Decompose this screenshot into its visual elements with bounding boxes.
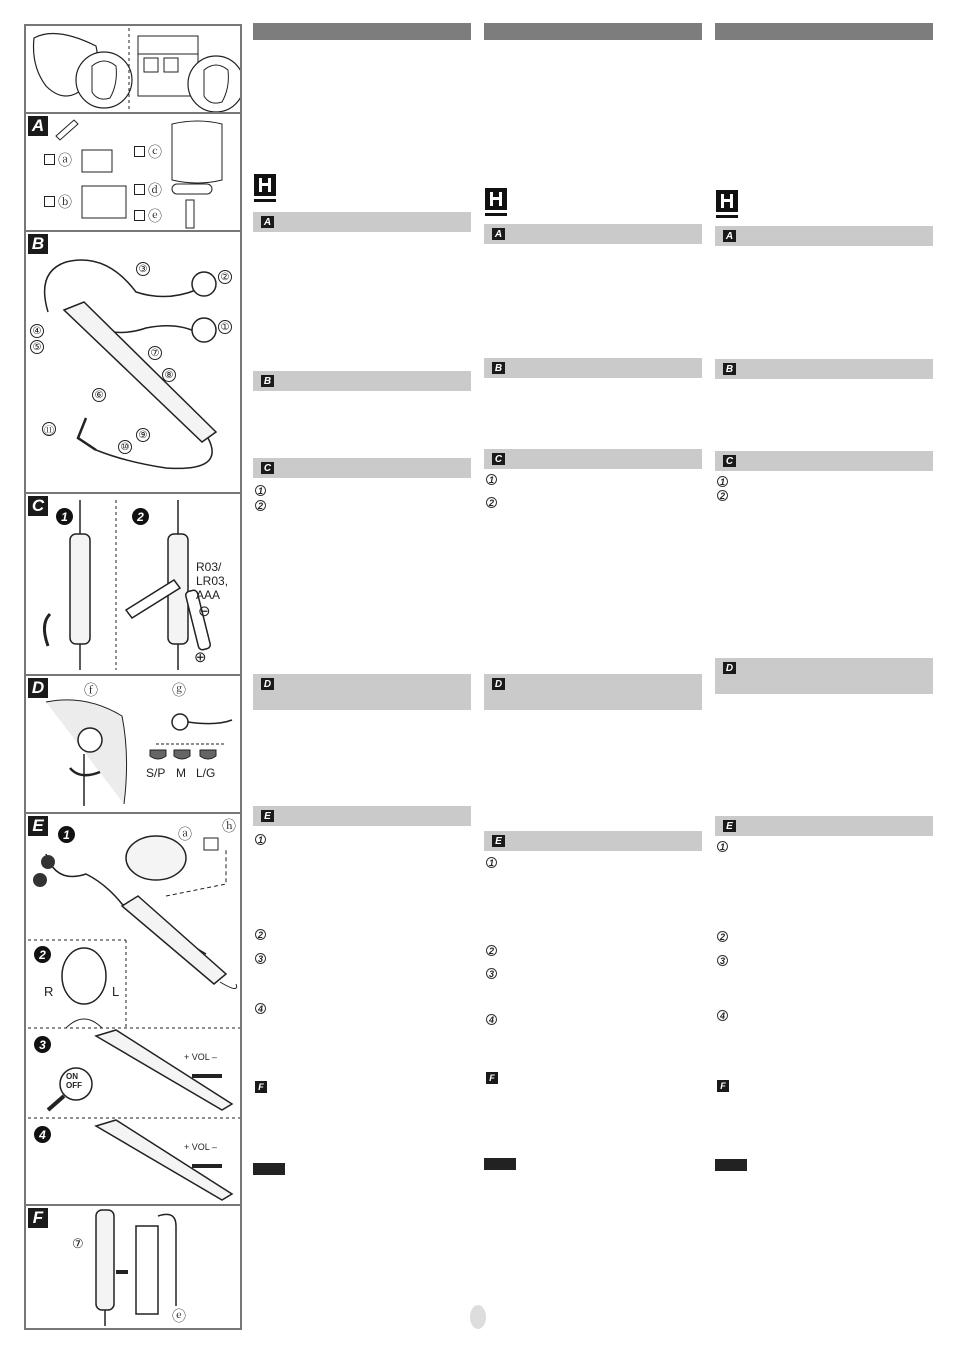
- section-tag-b: B: [261, 375, 274, 387]
- clip-attachment-diagram: [26, 1206, 242, 1328]
- accessory-mark-a: ⓐ: [58, 152, 72, 168]
- figure-panel-d: [24, 676, 242, 814]
- step-marker-2: 2: [255, 500, 266, 511]
- e-step-1-badge: 1: [58, 826, 75, 843]
- section-bar-c: [253, 458, 471, 478]
- plug-adapter-drawing: [82, 150, 112, 172]
- accessory-mark-c: ⓒ: [148, 144, 162, 160]
- checkbox-b: [44, 196, 55, 207]
- column-header-bar: [715, 23, 933, 40]
- section-bar-a: [484, 224, 702, 244]
- language-column-1: [253, 23, 471, 1323]
- section-bar-b: [484, 358, 702, 378]
- figure-panel-f: [24, 1206, 242, 1330]
- callout-2: ②: [218, 270, 232, 284]
- callout-9: ⑨: [136, 428, 150, 442]
- figure-panel-b: [24, 232, 242, 494]
- step-marker-1: 1: [486, 857, 497, 868]
- e-step-2-badge: 2: [34, 946, 51, 963]
- clip-drawing: [186, 200, 194, 228]
- section-tag-d: D: [723, 662, 736, 674]
- step-marker-1: 1: [486, 474, 497, 485]
- vol-label-4: + VOL –: [184, 1142, 217, 1152]
- step-marker-2: 2: [486, 945, 497, 956]
- section-bar-e: [253, 806, 471, 826]
- figure-panel-e: [24, 814, 242, 1206]
- column-header-bar: [484, 23, 702, 40]
- step-marker-2: 2: [255, 929, 266, 940]
- section-bar-a: [253, 212, 471, 232]
- step-marker-1: 1: [255, 834, 266, 845]
- language-column-3: [715, 23, 933, 1323]
- section-tag-e: E: [492, 835, 505, 847]
- figure-panel-c: [24, 494, 242, 676]
- step-marker-2: 2: [717, 931, 728, 942]
- right-label: R: [44, 984, 54, 999]
- anr-logo-icon: [484, 187, 510, 219]
- anr-logo-icon: [253, 173, 279, 205]
- battery-drawing: [172, 184, 212, 194]
- section-bar-e: [715, 816, 933, 836]
- on-off-label: ON OFF: [66, 1072, 82, 1090]
- step-marker-4: 4: [717, 1010, 728, 1021]
- e-step-4-badge: 4: [34, 1126, 51, 1143]
- step-marker-3: 3: [255, 953, 266, 964]
- pouch-drawing: [172, 121, 222, 183]
- battery-type-label: R03/ LR03, AAA: [196, 560, 229, 602]
- callout-6: ⑥: [92, 388, 106, 402]
- section-bar-c: [715, 451, 933, 471]
- section-bar-b: [253, 371, 471, 391]
- column-header-bar: [253, 23, 471, 40]
- parts-diagram: [26, 232, 242, 492]
- step-2-badge: 2: [132, 508, 149, 525]
- earphone-right-drawing: [192, 318, 216, 342]
- callout-7: ⑦: [148, 346, 162, 360]
- section-bar-d: [715, 658, 933, 694]
- mark-f: ⓕ: [84, 682, 98, 698]
- checkbox-d: [134, 184, 145, 195]
- step-marker-2: 2: [717, 490, 728, 501]
- earphone-left-drawing: [192, 272, 216, 296]
- plug-drawing: [78, 418, 96, 450]
- callout-10: ⑩: [118, 440, 132, 454]
- controller-body-drawing: [64, 302, 216, 442]
- mark-e-f: ⓔ: [172, 1308, 186, 1324]
- checkbox-e: [134, 210, 145, 221]
- note-bar: [484, 1158, 516, 1170]
- mark-a-e: ⓐ: [178, 826, 192, 842]
- left-label: L: [112, 984, 120, 999]
- mark-h-e: ⓗ: [222, 818, 236, 834]
- section-tag-b: B: [492, 362, 505, 374]
- accessory-mark-e: ⓔ: [148, 208, 162, 224]
- accessory-mark-d: ⓓ: [148, 182, 162, 198]
- language-column-2: [484, 23, 702, 1323]
- step-marker-1: 1: [255, 485, 266, 496]
- intro-illustration-panel: [24, 24, 242, 114]
- step-marker-4: 4: [255, 1003, 266, 1014]
- step-marker-3: 3: [486, 968, 497, 979]
- section-tag-d: D: [492, 678, 505, 690]
- section-tag-a: A: [261, 216, 274, 228]
- section-tag-b: B: [723, 363, 736, 375]
- cd-player-drawing: [126, 836, 186, 880]
- callout-1: ①: [218, 320, 232, 334]
- section-tag-d: D: [261, 678, 274, 690]
- section-tag-c: C: [492, 453, 505, 465]
- section-tag-f: F: [486, 1072, 498, 1084]
- section-bar-b: [715, 359, 933, 379]
- step-marker-1: 1: [717, 476, 728, 487]
- section-tag-a: A: [723, 230, 736, 242]
- e-step-3-badge: 3: [34, 1036, 51, 1053]
- panel-letter-f: F: [28, 1208, 48, 1228]
- section-tag-e: E: [261, 810, 274, 822]
- vol-label-3: + VOL –: [184, 1052, 217, 1062]
- panel-letter-b: B: [28, 234, 48, 254]
- checkbox-c: [134, 146, 145, 157]
- figure-panel-a: [24, 114, 242, 232]
- section-tag-f: F: [255, 1081, 267, 1093]
- section-bar-d: [484, 674, 702, 710]
- panel-letter-d: D: [28, 678, 48, 698]
- callout-3: ③: [136, 262, 150, 276]
- callout-4: ④: [30, 324, 44, 338]
- intro-illustration: [26, 26, 242, 114]
- note-bar: [253, 1163, 285, 1175]
- callout-8: ⑧: [162, 368, 176, 382]
- section-tag-a: A: [492, 228, 505, 240]
- size-label-m: M: [176, 766, 186, 780]
- size-label-sp: S/P: [146, 766, 166, 780]
- step-marker-4: 4: [486, 1014, 497, 1025]
- panel-letter-e: E: [28, 816, 48, 836]
- section-tag-e: E: [723, 820, 736, 832]
- section-tag-c: C: [261, 462, 274, 474]
- section-tag-f: F: [717, 1080, 729, 1092]
- panel-letter-c: C: [28, 496, 48, 516]
- section-bar-a: [715, 226, 933, 246]
- callout-7-f: ⑦: [72, 1236, 84, 1251]
- earpiece-fitting-diagram: [26, 676, 242, 812]
- note-bar: [715, 1159, 747, 1171]
- section-tag-c: C: [723, 455, 736, 467]
- anr-logo-icon: [715, 189, 741, 221]
- face-drawing: [62, 948, 106, 1004]
- checkbox-a: [44, 154, 55, 165]
- panel-letter-a: A: [28, 116, 48, 136]
- step-1-badge: 1: [56, 508, 73, 525]
- minus-symbol: ⊖: [198, 603, 211, 620]
- step-marker-3: 3: [717, 955, 728, 966]
- callout-11: ⑪: [42, 422, 56, 436]
- size-label-lg: L/G: [196, 766, 216, 780]
- accessory-mark-b: ⓑ: [58, 194, 72, 210]
- page-number-marker: [470, 1305, 486, 1329]
- mark-g: ⓖ: [172, 682, 186, 698]
- callout-5: ⑤: [30, 340, 44, 354]
- step-marker-1: 1: [717, 841, 728, 852]
- section-bar-e: [484, 831, 702, 851]
- earpiece-set-drawing: [82, 186, 126, 218]
- section-bar-d: [253, 674, 471, 710]
- step-marker-2: 2: [486, 497, 497, 508]
- section-bar-c: [484, 449, 702, 469]
- plus-symbol: ⊕: [194, 649, 207, 666]
